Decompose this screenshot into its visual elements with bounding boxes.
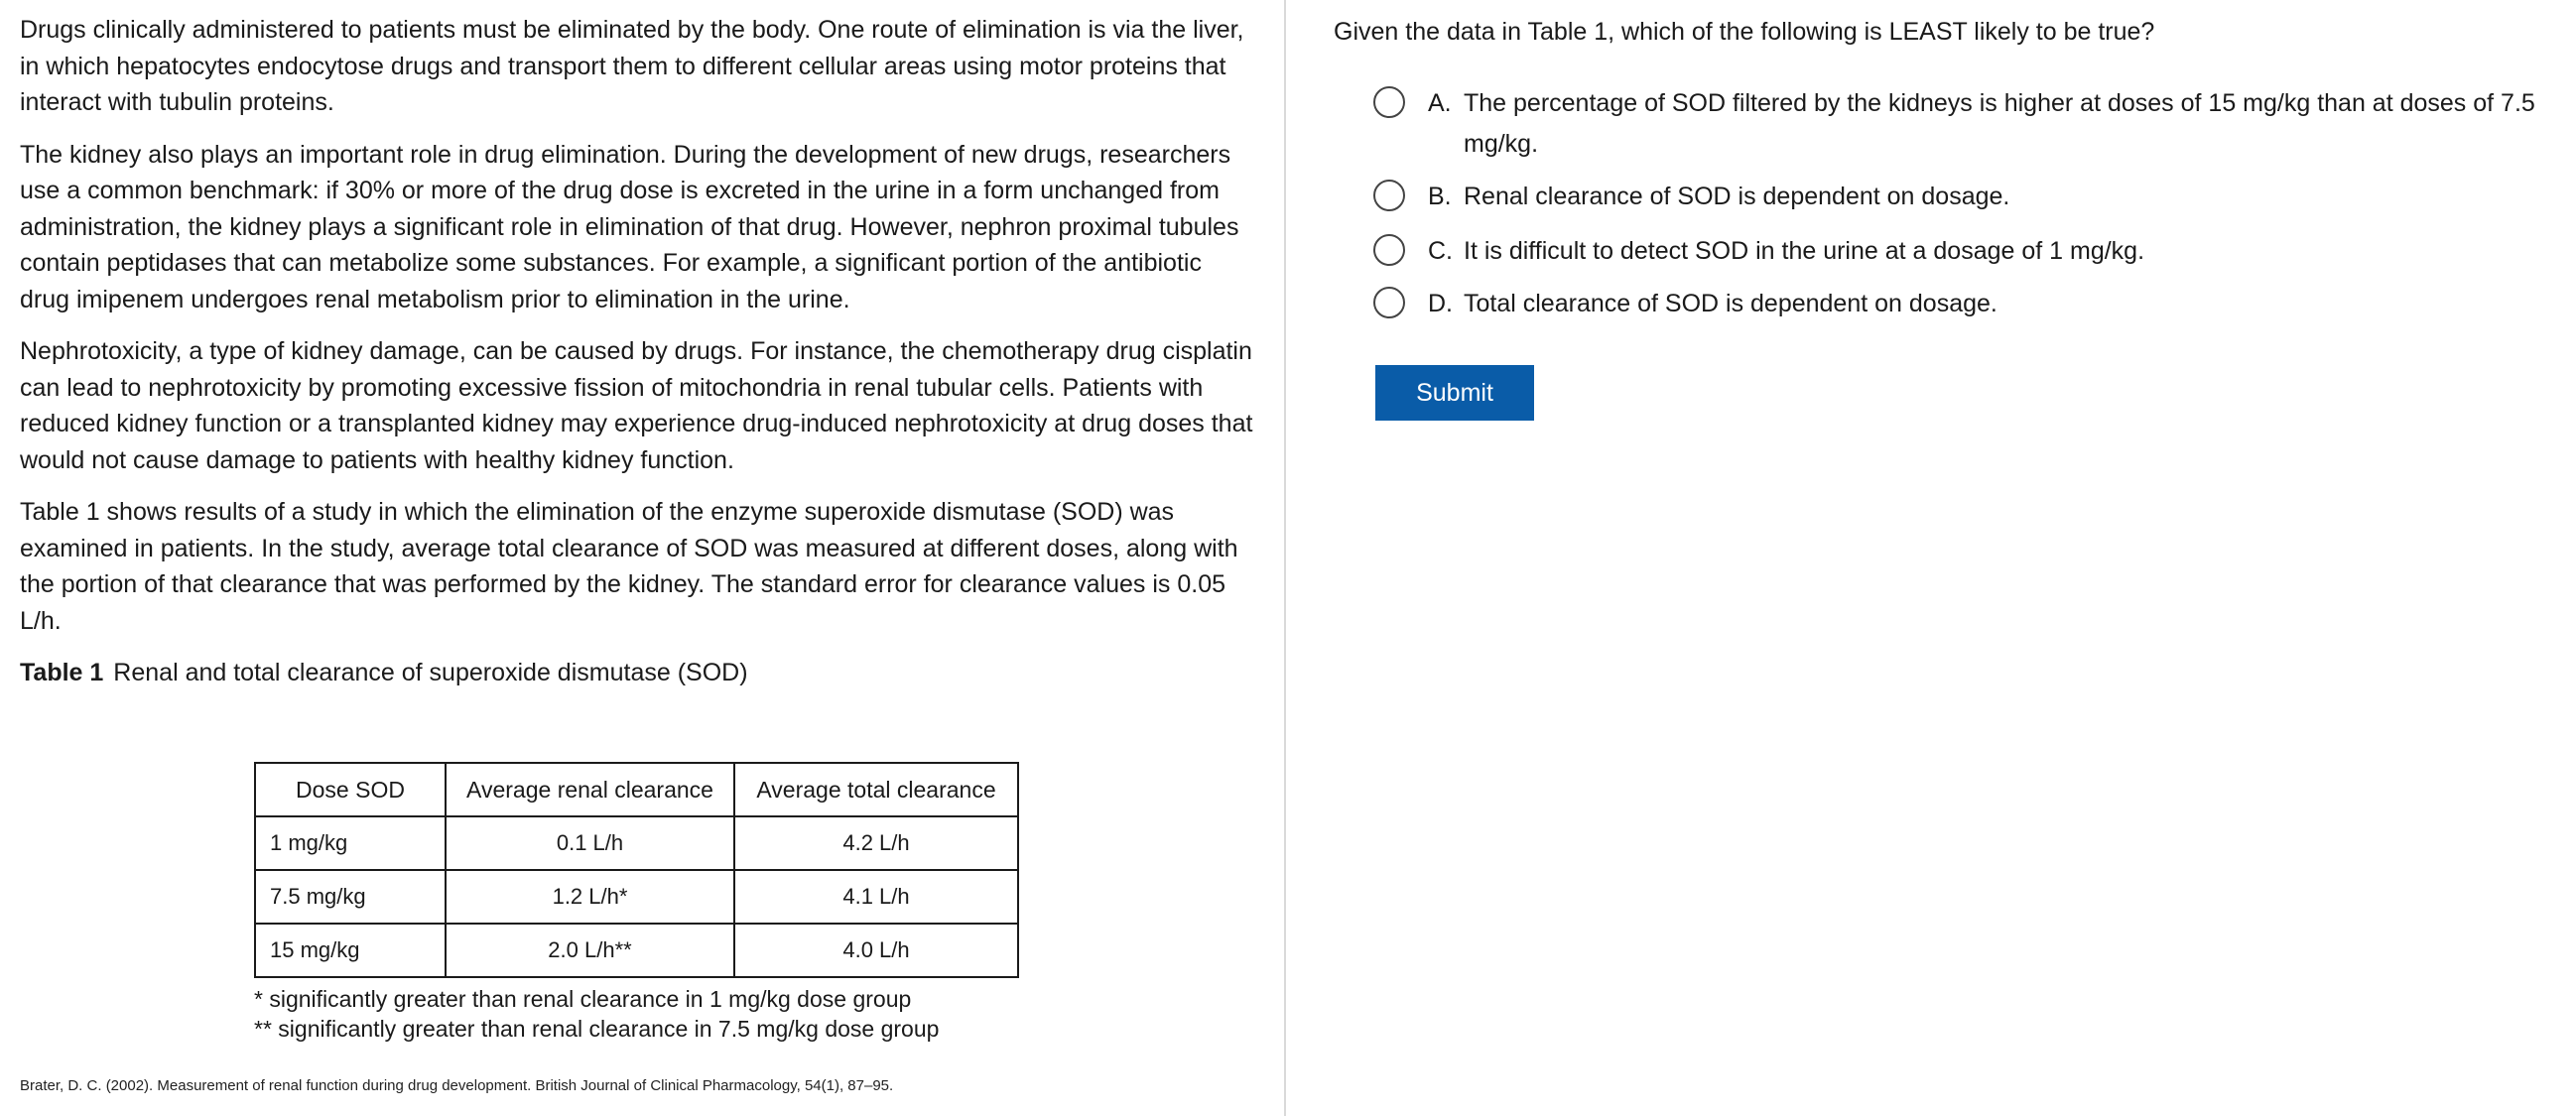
option-text: Renal clearance of SOD is dependent on dosage.: [1464, 183, 2010, 210]
table-row: [255, 870, 1018, 924]
table-cell: 2.0 L/h**: [446, 924, 734, 977]
table-header-row: [255, 763, 1018, 816]
option-letter: D.: [1428, 290, 1453, 317]
citation: Brater, D. C. (2002). Measurement of renal function during drug development. British Journal of Clinical Pharmacology, 54(1), 87–95.: [20, 1077, 894, 1094]
passage-paragraph: Drugs clinically administered to patients must be eliminated by the body. One route of elimination is via the liver, in which hepatocytes endocytose drugs and transport them to different cellular areas using motor proteins that interact with tubulin proteins.: [20, 16, 1244, 116]
table-caption: [20, 655, 1264, 690]
answer-option-c[interactable]: [1373, 231, 2576, 272]
question-pane: [1286, 0, 2576, 1116]
table-cell: 1.2 L/h*: [446, 870, 734, 924]
table-header-cell: Dose SOD: [255, 763, 446, 816]
answer-option-a[interactable]: [1373, 83, 2576, 165]
table-header-cell: Average renal clearance: [446, 763, 734, 816]
radio-button[interactable]: [1373, 287, 1405, 318]
option-letter: C.: [1428, 237, 1453, 265]
table-footnote: * significantly greater than renal clearance in 1 mg/kg dose group: [254, 986, 912, 1012]
table-cell: 4.1 L/h: [734, 870, 1018, 924]
passage-paragraph: Table 1 shows results of a study in which the elimination of the enzyme superoxide dismutase (SOD) was examined in patients. In the study, average total clearance of SOD was measured at different doses, along with the portion of that clearance that was performed by the kidney. The standard error for clearance values is 0.05 L/h.: [20, 498, 1238, 635]
table-cell: 4.0 L/h: [734, 924, 1018, 977]
table-caption-text: Renal and total clearance of superoxide dismutase (SOD): [113, 659, 748, 686]
answer-option-b[interactable]: [1373, 177, 2576, 217]
table-cell: 0.1 L/h: [446, 816, 734, 870]
table-cell: 15 mg/kg: [255, 924, 446, 977]
clearance-table: [254, 762, 1019, 978]
passage-paragraph: Nephrotoxicity, a type of kidney damage, can be caused by drugs. For instance, the chemotherapy drug cisplatin can lead to nephrotoxicity by promoting excessive fission of mitochondria in renal tubular cells. Patients with reduced kidney function or a transplanted kidney may experience drug-induced nephrotoxicity at drug doses that would not cause damage to patients with healthy kidney function.: [20, 337, 1253, 474]
passage-paragraph: The kidney also plays an important role in drug elimination. During the development of new drugs, researchers use a common benchmark: if 30% or more of the drug dose is excreted in the urine in a form unchanged from administration, the kidney plays a significant role in elimination of that drug. However, nephron proximal tubules contain peptidases that can metabolize some substances. For example, a significant portion of the antibiotic drug imipenem undergoes renal metabolism prior to elimination in the urine.: [20, 140, 1239, 313]
table-row: [255, 816, 1018, 870]
table-cell: 4.2 L/h: [734, 816, 1018, 870]
table-header-cell: Average total clearance: [734, 763, 1018, 816]
radio-button[interactable]: [1373, 180, 1405, 211]
table-cell: 7.5 mg/kg: [255, 870, 446, 924]
table-caption-number: Table 1: [20, 659, 104, 686]
answer-option-d[interactable]: [1373, 284, 2576, 324]
table-cell: 1 mg/kg: [255, 816, 446, 870]
table-footnotes: [254, 984, 939, 1044]
option-text: The percentage of SOD filtered by the kidneys is higher at doses of 15 mg/kg than at doses of 7.5 mg/kg.: [1464, 89, 2535, 158]
option-letter: B.: [1428, 183, 1452, 210]
option-letter: A.: [1428, 89, 1452, 117]
option-text: Total clearance of SOD is dependent on dosage.: [1464, 290, 1997, 317]
submit-button[interactable]: Submit: [1375, 365, 1534, 421]
table-row: [255, 924, 1018, 977]
option-text: It is difficult to detect SOD in the urine at a dosage of 1 mg/kg.: [1464, 237, 2145, 265]
table-footnote: ** significantly greater than renal clearance in 7.5 mg/kg dose group: [254, 1016, 940, 1042]
radio-button[interactable]: [1373, 86, 1405, 118]
question-stem: Given the data in Table 1, which of the following is LEAST likely to be true?: [1334, 18, 2155, 46]
radio-button[interactable]: [1373, 234, 1405, 266]
